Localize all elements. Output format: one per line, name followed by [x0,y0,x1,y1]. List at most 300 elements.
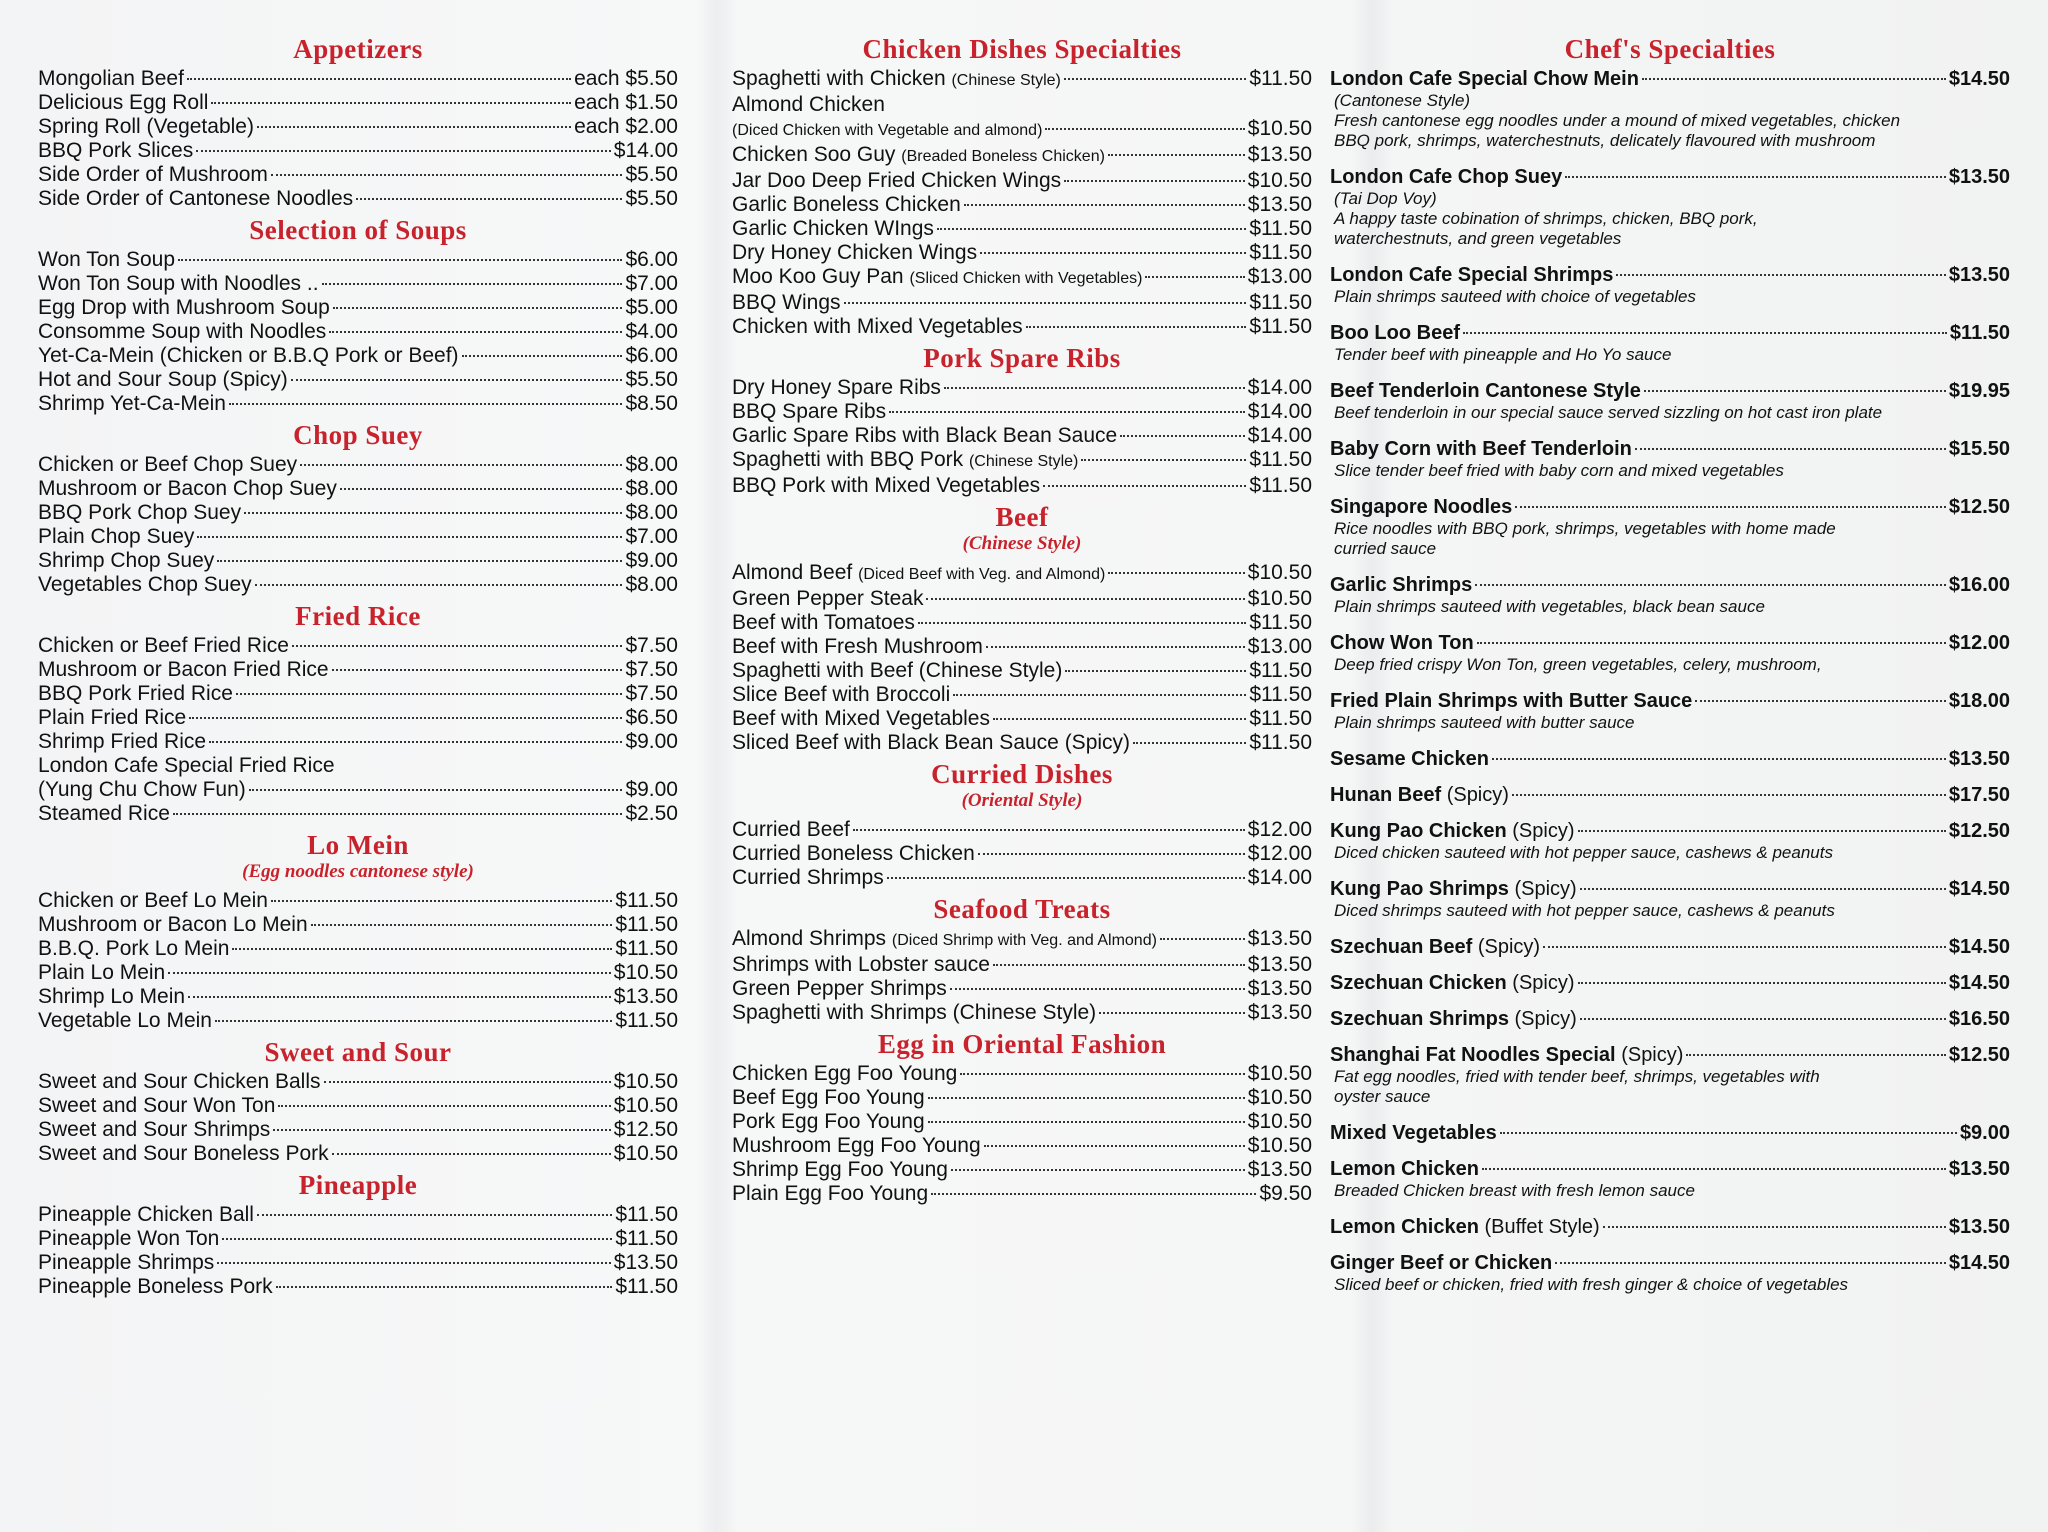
chef-item [1330,1251,2010,1275]
section-title: Seafood Treats [933,894,1111,924]
menu-item-name-text: Delicious Egg Roll [38,91,209,114]
menu-item-name [732,376,941,400]
menu-item-name [732,659,1062,683]
chef-item [1330,263,2010,287]
chef-item-price: $12.50 [1948,820,2010,842]
menu-item-name [732,193,961,217]
chef-item-name [1330,783,1509,807]
menu-item-name-text: Green Pepper Shrimps [732,977,947,1000]
menu-item-price: $7.50 [625,634,678,657]
chef-item-name-text: Ginger Beef or Chicken [1330,1252,1553,1274]
chef-item-name-text: Szechuan Beef [1330,936,1473,958]
menu-item [732,707,1312,731]
menu-item [38,392,678,416]
section-subtitle: (Egg noodles cantonese style) [242,861,474,882]
menu-item-note: (Diced Beef with Veg. and Almond) [858,566,1106,583]
menu-item-name-text: Sweet and Sour Chicken Balls [38,1070,321,1093]
chef-item [1330,783,2010,807]
menu-item-name [38,634,289,658]
menu-item-name-text: Pineapple Boneless Pork [38,1275,273,1298]
menu-item-name-text: Shrimp Chop Suey [38,549,215,572]
menu-item [732,474,1312,498]
dot-leader [257,1214,612,1216]
menu-section [38,420,678,597]
section-title: Chef's Specialties [1564,34,1776,64]
menu-column-2 [732,30,1312,1210]
menu-item-name-text: Beef with Fresh Mushroom [732,635,983,658]
description-line: Plain shrimps sauteed with vegetables, black bean sauce [1334,597,1765,616]
menu-item-price: $11.50 [615,1275,678,1298]
chef-item-description [1330,287,2010,307]
chef-item-description [1330,519,2010,559]
menu-item-name-text: B.B.Q. Pork Lo Mein [38,937,230,960]
menu-item-name-text: Yet-Ca-Mein (Chicken or B.B.Q Pork or Beef) [38,344,459,367]
chef-item-price: $11.50 [1949,322,2010,344]
chef-item-name-text: London Cafe Chop Suey [1330,166,1563,188]
menu-item-note: (Sliced Chicken with Vegetables) [909,270,1143,287]
description-line: Plain shrimps sauteed with choice of vegetables [1334,287,1696,306]
section-subtitle: (Oriental Style) [961,790,1083,811]
chef-item-tag: (Spicy) [1512,820,1575,842]
menu-item-name [732,731,1130,755]
menu-item-price: $13.50 [1247,1001,1312,1024]
menu-item-price: $13.50 [1247,977,1312,1000]
chef-item-name-text: Mixed Vegetables [1330,1122,1497,1144]
menu-item-name [38,139,193,163]
dot-leader [951,1169,1245,1171]
menu-item-price: $2.50 [625,802,678,825]
dot-leader [332,1153,611,1155]
menu-item-name-text: Plain Egg Foo Young [732,1182,929,1205]
chef-item [1330,1043,2010,1067]
chef-item-price: $17.50 [1948,784,2010,806]
section-title: Fried Rice [295,601,421,631]
dot-leader [1616,274,1945,276]
menu-item-name-text: Pork Egg Foo Young [732,1110,925,1133]
menu-item-name-text: BBQ Pork Fried Rice [38,682,233,705]
dot-leader [278,1105,610,1107]
menu-item-name [38,1094,275,1118]
menu-item-price: $10.50 [1247,1062,1312,1085]
menu-item-price: $13.50 [1247,1158,1312,1181]
menu-item-price: $13.50 [1247,927,1312,950]
dot-leader [1064,78,1246,80]
chef-item-name-text: Lemon Chicken [1330,1216,1479,1238]
chef-item-description [1330,843,2010,863]
dot-leader [1045,128,1244,130]
menu-item-price: $14.00 [1247,376,1312,399]
description-line: Beef tenderloin in our special sauce served sizzling on hot cast iron plate [1334,403,1883,422]
menu-item [732,93,1312,117]
menu-item-price: $11.50 [615,1203,678,1226]
menu-item [38,573,678,597]
menu-item-name-text: London Cafe Special Fried Rice [38,754,335,777]
menu-item-price: $10.50 [1247,1134,1312,1157]
menu-item-name-text: Chicken or Beef Chop Suey [38,453,298,476]
dot-leader [1695,700,1946,702]
chef-item-name [1330,1043,1683,1067]
menu-item-price: $13.50 [1247,953,1312,976]
menu-item-name [38,392,226,416]
menu-item-name-text: Plain Chop Suey [38,525,195,548]
menu-item-note: (Diced Shrimp with Veg. and Almond) [891,932,1157,949]
menu-item-name [38,477,337,501]
chef-item-price: $16.00 [1948,574,2010,596]
menu-item-name-text: Pineapple Won Ton [38,1227,220,1250]
menu-item [732,424,1312,448]
section-title: Curried Dishes [931,759,1113,789]
menu-item-name [38,1142,329,1166]
menu-item-name-text: Dry Honey Chicken Wings [732,241,978,264]
chef-item [1330,437,2010,461]
menu-item-name [38,525,194,549]
chef-item-price: $14.50 [1948,972,2010,994]
dot-leader [329,331,622,333]
menu-item-name [38,573,252,597]
menu-item [38,961,678,985]
chef-item-name [1330,437,1632,461]
menu-item-price: $10.50 [1247,1110,1312,1133]
menu-item [732,1001,1312,1025]
menu-item-name [732,611,915,635]
menu-item [38,115,678,139]
menu-section [732,343,1312,498]
menu-item [38,296,678,320]
spacer [1330,807,2010,819]
dot-leader [1477,642,1946,644]
menu-item-name [38,754,335,778]
menu-item-price: $10.50 [613,1070,678,1093]
dot-leader [1500,1132,1957,1134]
menu-item-price: $5.00 [625,296,678,319]
menu-item-price: $5.50 [625,187,678,210]
menu-item [732,818,1312,842]
menu-item [38,937,678,961]
menu-item [732,635,1312,659]
dot-leader [986,646,1245,648]
menu-section [732,1029,1312,1206]
menu-item-name [732,169,1061,193]
dot-leader [271,174,623,176]
menu-item-note: (Diced Chicken with Vegetable and almond) [732,122,1043,139]
spacer [1330,1145,2010,1157]
menu-item-name [732,265,1142,291]
dot-leader [1565,176,1946,178]
dot-leader [1065,670,1246,672]
menu-item [732,953,1312,977]
menu-item-name [38,1070,321,1094]
menu-item-name-text: Almond Beef [732,561,853,584]
menu-item-name-text: Curried Beef [732,818,850,841]
menu-item-name-text: Shrimp Fried Rice [38,730,207,753]
chef-item-tag: (Spicy) [1446,784,1509,806]
menu-item-price: $10.50 [613,1142,678,1165]
menu-item-name [38,187,353,211]
dot-leader [950,988,1245,990]
dot-leader [993,964,1245,966]
dot-leader [844,302,1247,304]
menu-item-name [38,501,241,525]
menu-item [38,802,678,826]
dot-leader [1145,276,1244,278]
menu-item [38,634,678,658]
menu-item-price: $6.50 [625,706,678,729]
description-line: Rice noodles with BBQ pork, shrimps, vegetables with home made [1334,519,1836,538]
menu-item [38,67,678,91]
chef-item-name-text: London Cafe Special Shrimps [1330,264,1614,286]
chef-item-name [1330,1251,1552,1275]
chef-item-description [1330,655,2010,675]
menu-item-name-text: Mushroom or Bacon Chop Suey [38,477,337,500]
chef-item [1330,495,2010,519]
dot-leader [993,718,1246,720]
menu-item-name [38,296,330,320]
menu-section [38,601,678,826]
chef-item-description [1330,1067,2010,1107]
dot-leader [292,645,623,647]
menu-section [732,759,1312,890]
menu-item [38,1070,678,1094]
chef-item-name [1330,877,1577,901]
description-line: Plain shrimps sauteed with butter sauce [1334,713,1635,732]
menu-item [732,143,1312,169]
menu-item [732,315,1312,339]
menu-item-price: $10.50 [1247,561,1312,584]
dot-leader [209,741,622,743]
chef-item-name-text: Kung Pao Chicken [1330,820,1507,842]
dot-leader [178,259,622,261]
menu-item [732,217,1312,241]
description-line: (Tai Dop Voy) [1334,189,1437,208]
menu-item-name [38,658,329,682]
dot-leader [249,789,623,791]
menu-item-price: $5.50 [625,368,678,391]
menu-item-name-text: BBQ Spare Ribs [732,400,887,423]
dot-leader [187,78,571,80]
menu-item [38,477,678,501]
menu-item [732,611,1312,635]
section-subtitle: (Chinese Style) [962,533,1082,554]
chef-item [1330,877,2010,901]
section-title: Appetizers [293,34,423,64]
menu-item-name [38,889,268,913]
chef-item-price: $12.50 [1948,1044,2010,1066]
menu-item [38,730,678,754]
menu-item [38,658,678,682]
menu-item-name-text: Won Ton Soup [38,248,175,271]
menu-item-name [38,368,288,392]
chef-item-name-text: Beef Tenderloin Cantonese Style [1330,380,1641,402]
menu-item-name-text: Green Pepper Steak [732,587,924,610]
menu-item-name-text: Dry Honey Spare Ribs [732,376,941,399]
dot-leader [273,1129,610,1131]
menu-item-name [38,549,214,573]
menu-item-name-text: Plain Lo Mein [38,961,166,984]
menu-item-price: $11.50 [1249,659,1312,682]
menu-item-name-text: Beef Egg Foo Young [732,1086,925,1109]
menu-item-price: $7.50 [625,658,678,681]
dot-leader [217,560,622,562]
chef-item-price: $14.50 [1948,936,2010,958]
dot-leader [944,387,1245,389]
section-title: Lo Mein [307,830,409,860]
description-line: Sliced beef or chicken, fried with fresh ginger & choice of vegetables [1334,1275,1849,1294]
menu-item-name-text: Beef with Mixed Vegetables [732,707,990,730]
chef-item-price: $19.95 [1948,380,2010,402]
dot-leader [1482,1168,1946,1170]
menu-item-name [38,730,206,754]
menu-item-price: $13.50 [1247,193,1312,216]
menu-item-name-text: BBQ Pork Slices [38,139,194,162]
menu-item-name-text: Chicken Soo Guy [732,143,896,166]
menu-item-name [38,344,459,368]
menu-item-name-text: Spring Roll (Vegetable) [38,115,254,138]
description-line: Diced shrimps sauteed with hot pepper sauce, cashews & peanuts [1334,901,1835,920]
chef-item-price: $14.50 [1948,68,2010,90]
dot-leader [236,693,623,695]
menu-item-name [732,1158,948,1182]
dot-leader [1580,888,1946,890]
menu-item-name [38,985,185,1009]
menu-section [38,1037,678,1166]
menu-item-name [732,143,1105,169]
menu-item-price: $12.50 [613,1118,678,1141]
dot-leader [928,1097,1245,1099]
chef-item-description [1330,597,2010,617]
menu-item-name [732,117,1042,143]
menu-item-name-text: Sweet and Sour Won Ton [38,1094,276,1117]
menu-item-name [38,961,165,985]
dot-leader [255,584,623,586]
menu-item-name-text: Chicken Egg Foo Young [732,1062,958,1085]
menu-item-price: $11.50 [1249,315,1312,338]
chef-item [1330,379,2010,403]
chef-item-description [1330,1181,2010,1201]
menu-item-name-text: Mushroom Egg Foo Young [732,1134,981,1157]
menu-item-name [38,1251,214,1275]
chef-item-tag: (Spicy) [1514,1008,1577,1030]
menu-item-name-text: BBQ Pork with Mixed Vegetables [732,474,1041,497]
menu-item-price: $7.50 [625,682,678,705]
menu-item [38,682,678,706]
chef-item-name [1330,689,1692,713]
dot-leader [926,598,1244,600]
chef-item-tag: (Buffet Style) [1484,1216,1600,1238]
menu-item-price: $11.50 [615,1009,678,1032]
description-line: Slice tender beef fried with baby corn and mixed vegetables [1334,461,1784,480]
menu-item [732,1134,1312,1158]
menu-item-name-text: Shrimp Egg Foo Young [732,1158,948,1181]
section-title: Sweet and Sour [264,1037,452,1067]
spacer [1330,1031,2010,1043]
menu-item-name-text: Moo Koo Guy Pan [732,265,904,288]
description-line: Fresh cantonese egg noodles under a mound of mixed vegetables, chicken [1334,111,1901,130]
chef-item [1330,747,2010,771]
dot-leader [1463,332,1947,334]
menu-item-name-text: (Yung Chu Chow Fun) [38,778,246,801]
dot-leader [1578,982,1946,984]
menu-item-name [38,272,319,296]
menu-item-name-text: Vegetable Lo Mein [38,1009,212,1032]
dot-leader [222,1238,612,1240]
chef-item-name-text: Szechuan Shrimps [1330,1008,1509,1030]
menu-item-price: $9.50 [1259,1182,1312,1205]
chef-item [1330,689,2010,713]
menu-item-price: $8.00 [625,453,678,476]
chef-item-name [1330,165,1562,189]
dot-leader [168,972,611,974]
menu-item-price: $11.50 [1249,474,1312,497]
menu-item-name-text: Spaghetti with Beef (Chinese Style) [732,659,1063,682]
chef-item [1330,1121,2010,1145]
menu-item-name-text: Hot and Sour Soup (Spicy) [38,368,288,391]
menu-item [38,985,678,1009]
chefs-specialties-column [1330,30,2010,1309]
chef-item-name-text: Kung Pao Shrimps [1330,878,1509,900]
chef-item [1330,321,2010,345]
menu-item-name [732,927,1157,953]
chef-item-name [1330,935,1540,959]
menu-item-price: $13.50 [613,1251,678,1274]
dot-leader [1120,435,1245,437]
menu-item-name [732,474,1040,498]
menu-item-name [732,707,990,731]
section-title: Pineapple [298,1170,418,1200]
menu-item-price: $14.00 [613,139,678,162]
chef-item [1330,1157,2010,1181]
menu-item-price: $10.50 [613,961,678,984]
dot-leader [928,1121,1245,1123]
chef-item-name-text: Shanghai Fat Noodles Special [1330,1044,1616,1066]
menu-item-name-text: Shrimp Yet-Ca-Mein [38,392,226,415]
menu-item-price: $6.00 [625,248,678,271]
menu-item-price: $7.00 [625,525,678,548]
menu-item-name-text: Chicken with Mixed Vegetables [732,315,1023,338]
chef-item-price: $13.50 [1948,1216,2010,1238]
menu-item [732,1182,1312,1206]
menu-item-name [732,1001,1096,1025]
menu-item [732,67,1312,93]
menu-item [732,731,1312,755]
menu-item-name-text: Side Order of Mushroom [38,163,268,186]
chef-item-name-text: Sesame Chicken [1330,748,1489,770]
chef-item-price: $16.50 [1948,1008,2010,1030]
dot-leader [1064,180,1245,182]
menu-item-price: $11.50 [1249,448,1312,471]
menu-item-price: $11.50 [1249,67,1312,90]
chef-item-price: $13.50 [1948,264,2010,286]
dot-leader [1492,758,1946,760]
menu-item-price: $9.00 [625,778,678,801]
chef-item-name [1330,573,1472,597]
menu-item [732,1062,1312,1086]
menu-item-name [732,842,975,866]
menu-item-price: $10.50 [613,1094,678,1117]
menu-item-name-text: Shrimp Lo Mein [38,985,186,1008]
menu-item-price: $10.50 [1247,1086,1312,1109]
dot-leader [1642,78,1946,80]
menu-item [38,248,678,272]
dot-leader [322,283,623,285]
menu-item-name [38,1275,273,1299]
menu-item-price: $13.50 [1247,143,1312,166]
chef-item-name [1330,1121,1497,1145]
description-line: waterchestnuts, and green vegetables [1334,229,1622,248]
menu-item-price: each $2.00 [574,115,678,138]
menu-item-name-text: Almond Shrimps [732,927,887,950]
description-line: oyster sauce [1334,1087,1431,1106]
description-line: curried sauce [1334,539,1437,558]
